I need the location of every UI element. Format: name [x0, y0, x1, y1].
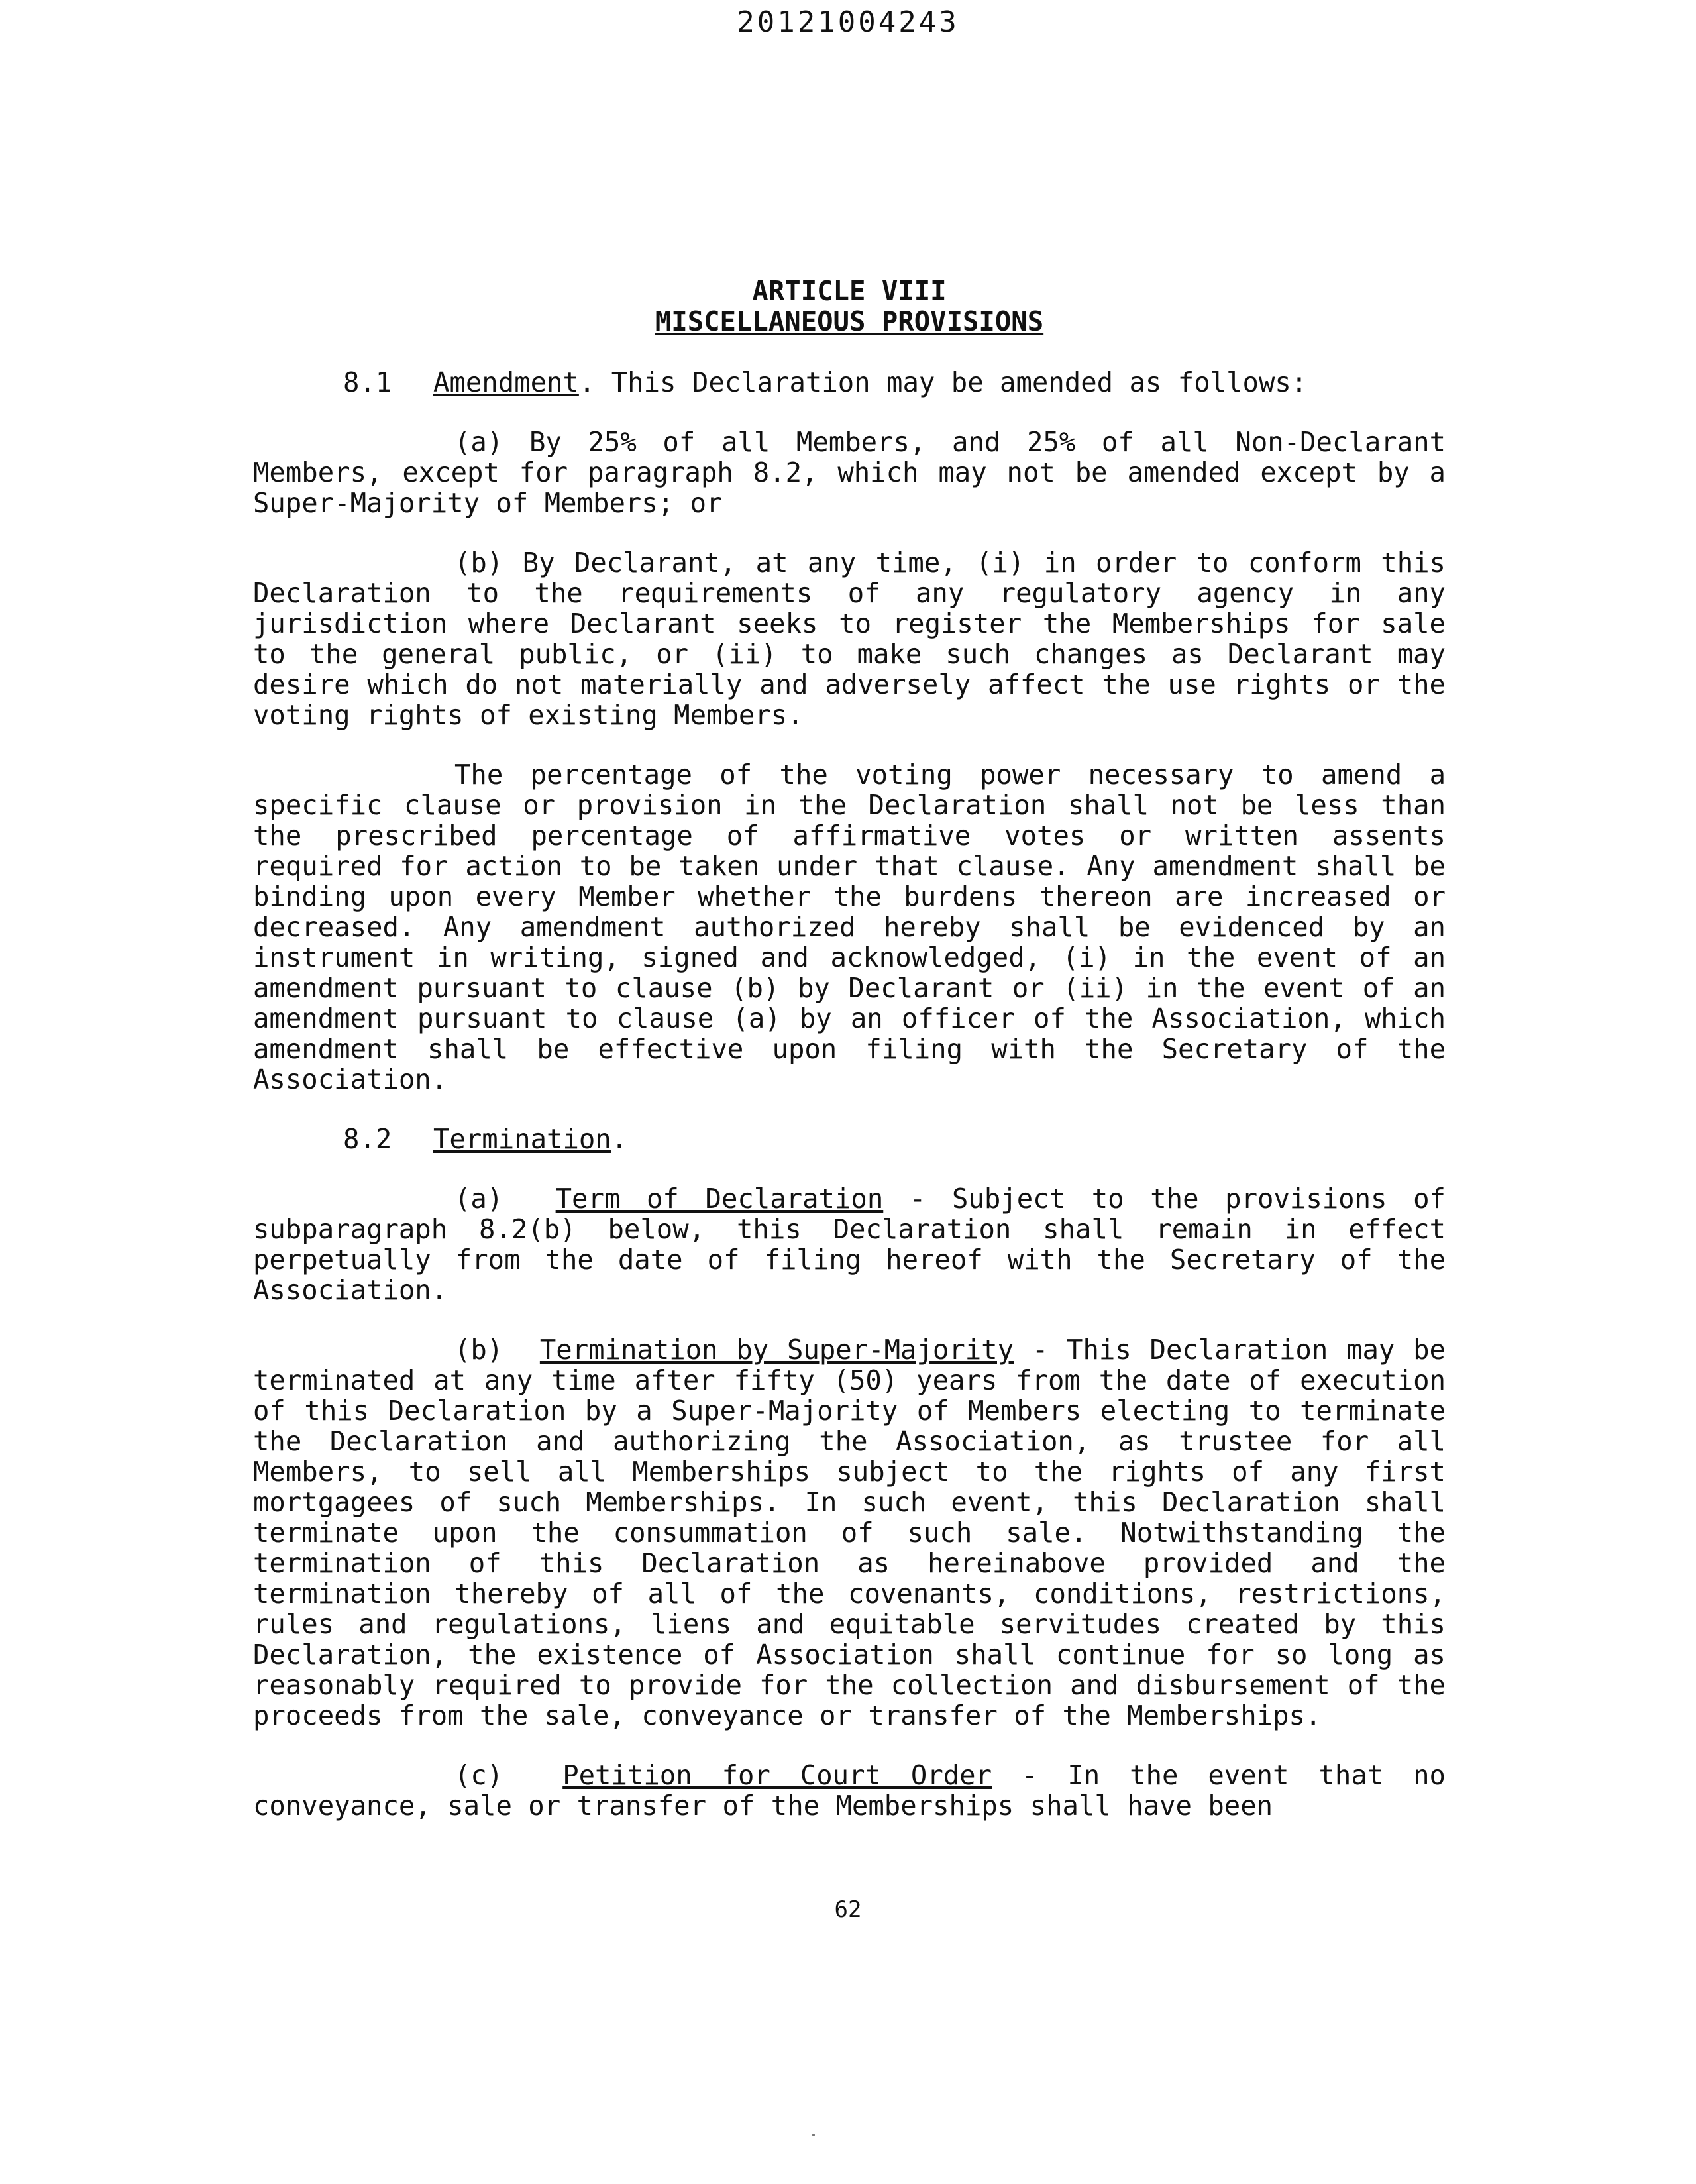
subsection-label: (b) [454, 1334, 504, 1366]
article-subtitle: MISCELLANEOUS PROVISIONS [655, 305, 1044, 337]
subsection-title: Termination by Super-Majority [539, 1334, 1014, 1366]
paragraph-8-2-b [253, 1335, 1446, 1731]
subsection-title: Petition for Court Order [562, 1759, 992, 1791]
document-body [253, 276, 1446, 1821]
paragraph-8-2-c [253, 1760, 1446, 1821]
subsection-label: (c) [454, 1759, 504, 1791]
scan-speck [812, 2134, 815, 2136]
subsection-text: - In the event that no conveyance, sale or transfer of the Memberships shall have been [253, 1759, 1446, 1822]
section-title-suffix: . [611, 1123, 628, 1155]
page-number: 62 [834, 1896, 862, 1923]
article-title: ARTICLE VIII [752, 275, 947, 307]
subsection-label: (a) [454, 1183, 504, 1215]
section-number: 8.1 [343, 366, 392, 398]
section-8-1-heading [253, 367, 1446, 398]
paragraph-8-1-voting-power: The percentage of the voting power necessary to amend a specific clause or provision in the Declaration shall not be less than the prescribed percentage of affirmative votes or written assents required for action to be taken under that clause. Any amendment shall be binding upon every Member whether the burdens thereon are increased or decreased. Any amendment authorized hereby shall be evidenced by an instrument in writing, signed and acknowledged, (i) in the event of an amendment pursuant to clause (b) by Declarant or (ii) in the event of an amendment pursuant to clause (a) by an officer of the Association, which amendment shall be effective upon filing with the Secretary of the Association. [253, 759, 1446, 1095]
section-8-2-heading [253, 1124, 1446, 1154]
subsection-title: Term of Declaration [555, 1183, 884, 1215]
section-title: Termination [433, 1123, 611, 1155]
section-title: Amendment [433, 366, 579, 398]
document-number: 20121004243 [737, 5, 959, 39]
paragraph-8-1-b: (b) By Declarant, at any time, (i) in order to conform this Declaration to the requirements of any regulatory agency in any jurisdiction where Declarant seeks to register the Memberships for sale to the general public, or (ii) to make such changes as Declarant may desire which do not materially and adversely affect the use rights or the voting rights of existing Members. [253, 547, 1446, 731]
subsection-text: - This Declaration may be terminated at any time after fifty (50) years from the date of execution of this Declaration by a Super-Majority of Members electing to terminate the Declaration and authorizing the Association, as trustee for all Members, to sell all Memberships subject to the rights of any first mortgagees of such Memberships. In such event, this Declaration shall terminate upon the consummation of such sale. Notwithstanding the termination of this Declaration as hereinabove provided and the termination thereby of all of the covenants, conditions, restrictions, rules and regulations, liens and equitable servitudes created by this Declaration, the existence of Association shall continue for so long as reasonably required to provide for the collection and disbursement of the proceeds from the sale, conveyance or transfer of the Memberships. [253, 1334, 1446, 1731]
subsection-text: - Subject to the provisions of subparagraph 8.2(b) below, this Declaration shall remain in effect perpetually from the date of filing hereof with the Secretary of the Association. [253, 1183, 1446, 1306]
paragraph-8-1-a: (a) By 25% of all Members, and 25% of all Non-Declarant Members, except for paragraph 8.2, which may not be amended except by a Super-Majority of Members; or [253, 426, 1446, 519]
paragraph-8-2-a [253, 1183, 1446, 1305]
section-number: 8.2 [343, 1123, 392, 1155]
section-intro: . This Declaration may be amended as follows: [578, 366, 1308, 398]
